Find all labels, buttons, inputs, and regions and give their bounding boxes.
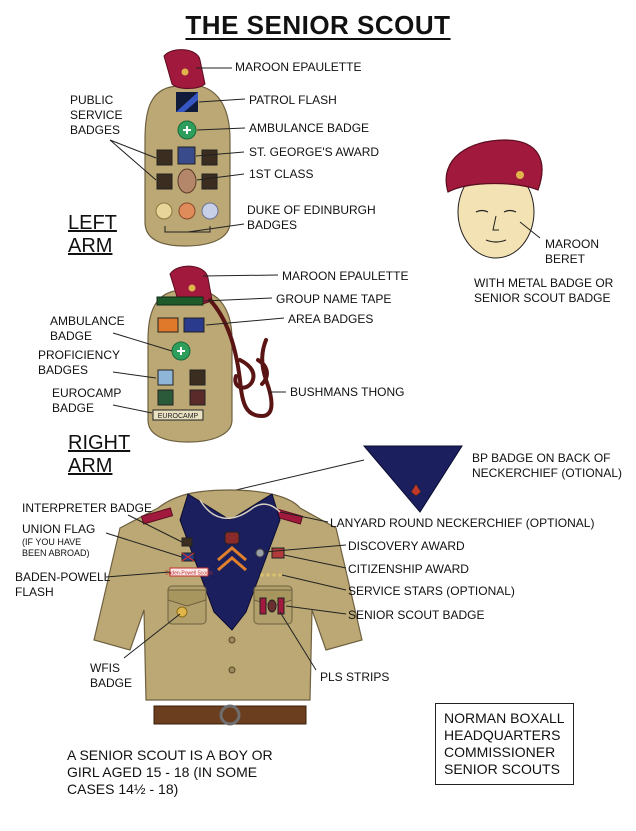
- proficiency-badge: [158, 370, 173, 385]
- eurocamp-patch-text: EUROCAMP: [157, 413, 199, 420]
- label-ambulance-badge-right: AMBULANCE BADGE: [50, 314, 125, 343]
- discovery-award: [256, 549, 264, 557]
- label-ambulance-badge-left: AMBULANCE BADGE: [249, 121, 370, 135]
- label-citizenship-award: CITIZENSHIP AWARD: [348, 562, 469, 576]
- doe-badge-gold: [156, 203, 172, 219]
- label-wfis-badge: WFIS BADGE: [90, 661, 133, 690]
- label-service-stars: SERVICE STARS (OPTIONAL): [348, 584, 515, 598]
- proficiency-badge: [158, 390, 173, 405]
- label-senior-scout-badge: SENIOR SCOUT BADGE: [348, 608, 485, 622]
- label-patrol-flash: PATROL FLASH: [249, 93, 337, 107]
- senior-scout-badge: [268, 600, 276, 612]
- label-beret-note: WITH METAL BADGE OR SENIOR SCOUT BADGE: [474, 276, 614, 305]
- beret-head: [446, 140, 542, 258]
- right-arm-sleeve: [113, 266, 286, 442]
- pls-strip: [260, 598, 266, 614]
- beret-badge: [516, 171, 524, 179]
- label-maroon-epaulette-left: MAROON EPAULETTE: [235, 60, 362, 74]
- citizenship-award: [272, 548, 284, 558]
- left-arm-sleeve: [110, 50, 245, 246]
- label-proficiency-badges: PROFICIENCY BADGES: [38, 348, 121, 377]
- heading-right-arm: RIGHT ARM: [68, 432, 131, 477]
- label-first-class: 1ST CLASS: [249, 167, 314, 181]
- label-eurocamp-badge: EUROCAMP BADGE: [52, 386, 122, 415]
- label-maroon-beret: MAROON BERET: [545, 237, 599, 266]
- label-group-name-tape: GROUP NAME TAPE: [276, 292, 392, 306]
- label-st-georges-award: ST. GEORGE'S AWARD: [249, 145, 380, 159]
- heading-left-arm: LEFT ARM: [68, 212, 117, 257]
- doe-badge-silver: [202, 203, 218, 219]
- belt: [154, 706, 306, 724]
- proficiency-badge: [190, 390, 205, 405]
- label-baden-powell-flash: BADEN-POWELL FLASH: [15, 570, 111, 599]
- label-doe-badges: DUKE OF EDINBURGH BADGES: [247, 203, 376, 232]
- label-area-badges: AREA BADGES: [288, 312, 374, 326]
- first-class-badge: [178, 169, 196, 193]
- bp-flash-text: Baden-Powell Scouts: [165, 570, 213, 577]
- label-lanyard: LANYARD ROUND NECKERCHIEF (OPTIONAL): [330, 516, 595, 530]
- label-union-flag-note: (IF YOU HAVE BEEN ABROAD): [22, 537, 90, 558]
- label-interpreter-badge: INTERPRETER BADGE: [22, 501, 153, 515]
- public-service-badge: [157, 150, 172, 165]
- doe-badge-bronze: [179, 203, 195, 219]
- label-public-service-badges: PUBLIC SERVICE BADGES: [70, 93, 123, 137]
- age-note: A SENIOR SCOUT IS A BOY OR GIRL AGED 15 - 18 (IN SOME CASES 14½ - 18): [67, 747, 273, 797]
- label-maroon-epaulette-right: MAROON EPAULETTE: [282, 269, 409, 283]
- label-discovery-award: DISCOVERY AWARD: [348, 539, 465, 553]
- public-service-badge: [202, 150, 217, 165]
- poster-title: THE SENIOR SCOUT: [185, 10, 451, 40]
- credit-box: NORMAN BOXALL HEADQUARTERS COMMISSIONER SENIOR SCOUTS: [435, 703, 574, 785]
- pls-strip: [278, 598, 284, 614]
- label-bushmans-thong: BUSHMANS THONG: [290, 385, 405, 399]
- st-georges-award: [178, 147, 195, 164]
- label-bp-badge-neckerchief: BP BADGE ON BACK OF NECKERCHIEF (OTIONAL): [472, 451, 623, 480]
- proficiency-badge: [190, 370, 205, 385]
- interpreter-badge: [182, 538, 192, 546]
- area-badge: [158, 318, 178, 332]
- area-badge: [184, 318, 204, 332]
- label-pls-strips: PLS STRIPS: [320, 670, 390, 684]
- maroon-epaulette-left: [164, 50, 205, 89]
- public-service-badge: [157, 174, 172, 189]
- scout-shirt: [94, 490, 362, 724]
- public-service-badge: [202, 174, 217, 189]
- group-name-tape: [157, 297, 203, 305]
- label-union-flag: UNION FLAG: [22, 522, 96, 536]
